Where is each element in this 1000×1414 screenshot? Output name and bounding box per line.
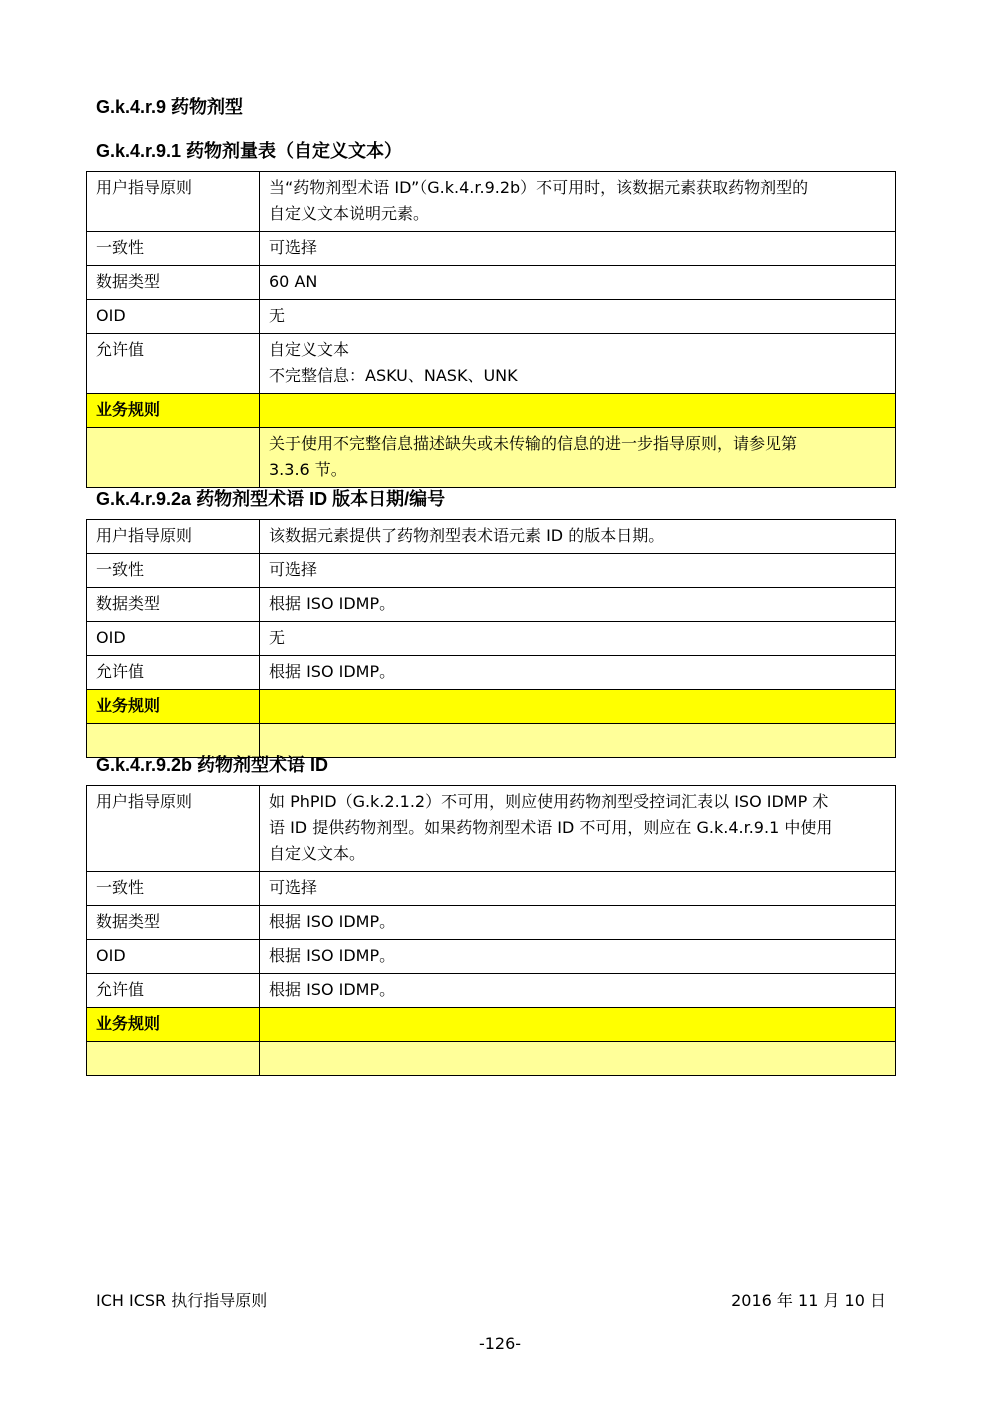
table-row [87, 906, 896, 940]
row-label: 数据类型 [87, 588, 260, 622]
table-row [87, 974, 896, 1008]
row-label: 用户指导原则 [87, 786, 260, 872]
table-3 [86, 785, 896, 1076]
section-title: G.k.4.r.9 药物剂型 [96, 97, 244, 117]
row-label: 数据类型 [87, 266, 260, 300]
row-value: 可选择 [260, 872, 896, 906]
business-rules-row [87, 724, 896, 758]
business-rules-label: 业务规则 [87, 394, 260, 428]
business-rules-text [260, 724, 896, 758]
table-3-heading: G.k.4.r.9.2b 药物剂型术语 ID [96, 755, 329, 775]
table-row [87, 266, 896, 300]
table-2-heading: G.k.4.r.9.2a 药物剂型术语 ID 版本日期/编号 [96, 489, 446, 509]
footer-date: 2016 年 11 月 10 日 [731, 1291, 886, 1310]
business-rules-header-row [87, 690, 896, 724]
business-rules-header-row [87, 394, 896, 428]
row-value: 当“药物剂型术语 ID”（G.k.4.r.9.2b）不可用时，该数据元素获取药物剂型的 自定义文本说明元素。 [260, 172, 896, 232]
row-label: 允许值 [87, 974, 260, 1008]
row-label: 允许值 [87, 334, 260, 394]
table-row [87, 520, 896, 554]
business-rules-header-blank [260, 394, 896, 428]
row-label: 用户指导原则 [87, 520, 260, 554]
table-row [87, 172, 896, 232]
table-row [87, 554, 896, 588]
business-rules-blank [87, 724, 260, 758]
business-rules-blank [87, 428, 260, 488]
row-value: 可选择 [260, 554, 896, 588]
business-rules-text: 关于使用不完整信息描述缺失或未传输的信息的进一步指导原则，请参见第 3.3.6 节。 [260, 428, 896, 488]
row-value: 根据 ISO IDMP。 [260, 974, 896, 1008]
footer-document-title: ICH ICSR 执行指导原则 [96, 1291, 268, 1310]
table-row [87, 334, 896, 394]
business-rules-label: 业务规则 [87, 1008, 260, 1042]
table-row [87, 786, 896, 872]
table-row [87, 940, 896, 974]
table-row [87, 622, 896, 656]
table-1-heading: G.k.4.r.9.1 药物剂量表（自定义文本） [96, 141, 403, 161]
row-value: 根据 ISO IDMP。 [260, 906, 896, 940]
table-row [87, 300, 896, 334]
row-label: 用户指导原则 [87, 172, 260, 232]
row-label: 一致性 [87, 872, 260, 906]
table-row [87, 232, 896, 266]
row-label: 允许值 [87, 656, 260, 690]
row-label: 一致性 [87, 232, 260, 266]
row-label: OID [87, 622, 260, 656]
table-2 [86, 519, 896, 758]
business-rules-label: 业务规则 [87, 690, 260, 724]
table-row [87, 588, 896, 622]
row-value: 可选择 [260, 232, 896, 266]
row-value: 根据 ISO IDMP。 [260, 588, 896, 622]
table-1 [86, 171, 896, 488]
page-number: -126- [478, 1334, 522, 1353]
row-value: 无 [260, 622, 896, 656]
row-value: 根据 ISO IDMP。 [260, 940, 896, 974]
business-rules-row [87, 1042, 896, 1076]
business-rules-text [260, 1042, 896, 1076]
row-value: 根据 ISO IDMP。 [260, 656, 896, 690]
business-rules-header-blank [260, 1008, 896, 1042]
business-rules-row [87, 428, 896, 488]
row-value: 60 AN [260, 266, 896, 300]
business-rules-header-row [87, 1008, 896, 1042]
row-label: OID [87, 940, 260, 974]
table-row [87, 656, 896, 690]
business-rules-blank [87, 1042, 260, 1076]
row-label: 数据类型 [87, 906, 260, 940]
row-value: 如 PhPID（G.k.2.1.2）不可用，则应使用药物剂型受控词汇表以 ISO IDMP 术 语 ID 提供药物剂型。如果药物剂型术语 ID 不可用，则应在 G.k.4.r.9.1 中使用 自定义文本。 [260, 786, 896, 872]
row-label: 一致性 [87, 554, 260, 588]
row-label: OID [87, 300, 260, 334]
table-row [87, 872, 896, 906]
row-value: 自定义文本 不完整信息：ASKU、NASK、UNK [260, 334, 896, 394]
row-value: 无 [260, 300, 896, 334]
row-value: 该数据元素提供了药物剂型表术语元素 ID 的版本日期。 [260, 520, 896, 554]
business-rules-header-blank [260, 690, 896, 724]
